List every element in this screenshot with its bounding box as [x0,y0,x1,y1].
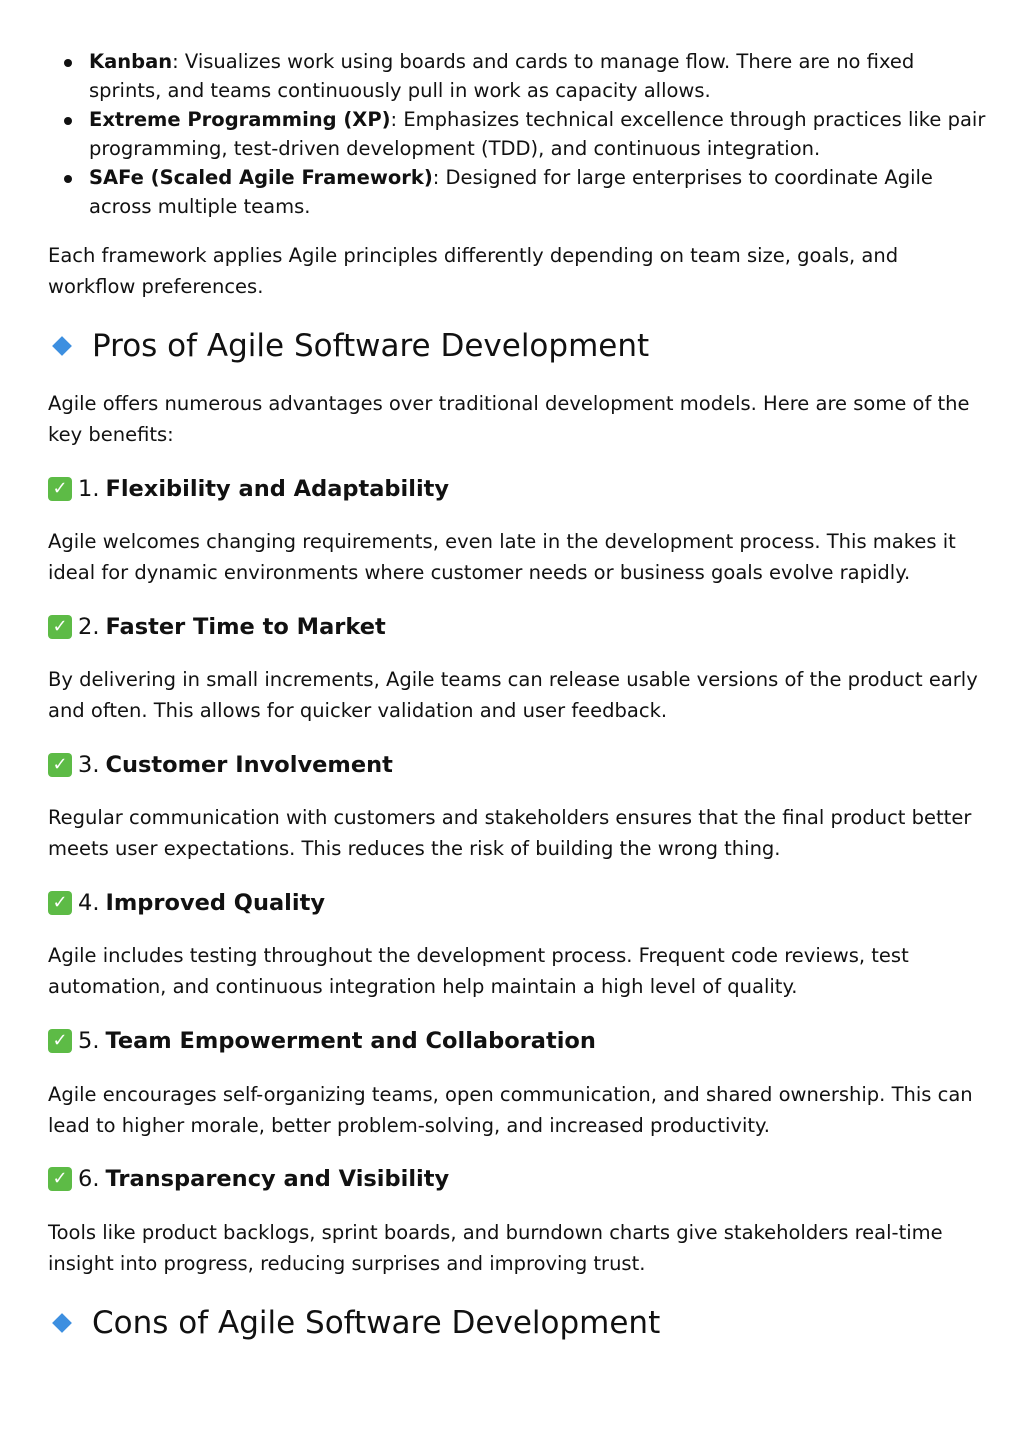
check-mark-icon: ✓ [48,891,72,915]
pro-title: Customer Involvement [105,752,393,778]
pro-heading [48,888,325,918]
check-mark-icon: ✓ [48,1167,72,1191]
framework-description: : Visualizes work using boards and cards to manage flow. There are no fixed sprints, and teams continuously pull in work as capacity allows. [89,50,915,102]
pro-number: 5. [78,1028,100,1054]
pro-body: Agile includes testing throughout the development process. Frequent code reviews, test automation, and continuous integration help maintain a high level of quality. [48,944,909,998]
framework-name: SAFe (Scaled Agile Framework) [89,166,433,189]
pro-heading [48,1026,596,1056]
pro-title: Faster Time to Market [105,614,386,640]
framework-name: Kanban [89,50,173,73]
cons-section-title-text: Cons of Agile Software Development [92,1305,661,1341]
list-item [48,163,988,221]
pro-title: Team Empowerment and Collaboration [105,1028,596,1054]
check-mark-icon: ✓ [48,1029,72,1053]
check-mark-icon: ✓ [48,615,72,639]
pro-heading [48,750,393,780]
diamond-icon [52,1313,72,1333]
pro-body: Regular communication with customers and stakeholders ensures that the final product better meets user expectations. This reduces the risk of building the wrong thing. [48,806,972,860]
bullet-icon [64,59,72,67]
pro-number: 4. [78,890,100,916]
pro-number: 2. [78,614,100,640]
pro-heading [48,1164,449,1194]
bullet-icon [64,175,72,183]
pro-title: Flexibility and Adaptability [105,476,450,502]
pros-intro: Agile offers numerous advantages over traditional development models. Here are some of the key benefits: [48,392,970,446]
pro-body: Agile encourages self-organizing teams, open communication, and shared ownership. This can lead to higher morale, better problem-solving, and increased productivity. [48,1083,973,1137]
pro-title: Improved Quality [105,890,325,916]
frameworks-summary: Each framework applies Agile principles differently depending on team size, goals, and workflow preferences. [48,244,899,298]
pro-body: Tools like product backlogs, sprint boards, and burndown charts give stakeholders real-time insight into progress, reducing surprises and improving trust. [48,1221,943,1275]
pro-heading [48,474,449,504]
pro-number: 3. [78,752,100,778]
pro-title: Transparency and Visibility [105,1166,450,1192]
diamond-icon [52,336,72,356]
pro-heading [48,612,386,642]
list-item [48,47,988,105]
list-item [48,105,988,163]
pro-body: By delivering in small increments, Agile teams can release usable versions of the product early and often. This allows for quicker validation and user feedback. [48,668,978,722]
pros-section-title [52,326,649,366]
cons-section-title [52,1303,660,1343]
framework-description: : Designed for large enterprises to coordinate Agile across multiple teams. [89,166,933,218]
pros-section-title-text: Pros of Agile Software Development [92,328,650,364]
pro-number: 6. [78,1166,100,1192]
check-mark-icon: ✓ [48,477,72,501]
pro-number: 1. [78,476,100,502]
check-mark-icon: ✓ [48,753,72,777]
bullet-icon [64,117,72,125]
framework-list [48,47,988,221]
framework-description: : Emphasizes technical excellence through practices like pair programming, test-driven development (TDD), and continuous integration. [89,108,986,160]
pro-body: Agile welcomes changing requirements, even late in the development process. This makes it ideal for dynamic environments where customer needs or business goals evolve rapidly. [48,530,956,584]
framework-name: Extreme Programming (XP) [89,108,391,131]
